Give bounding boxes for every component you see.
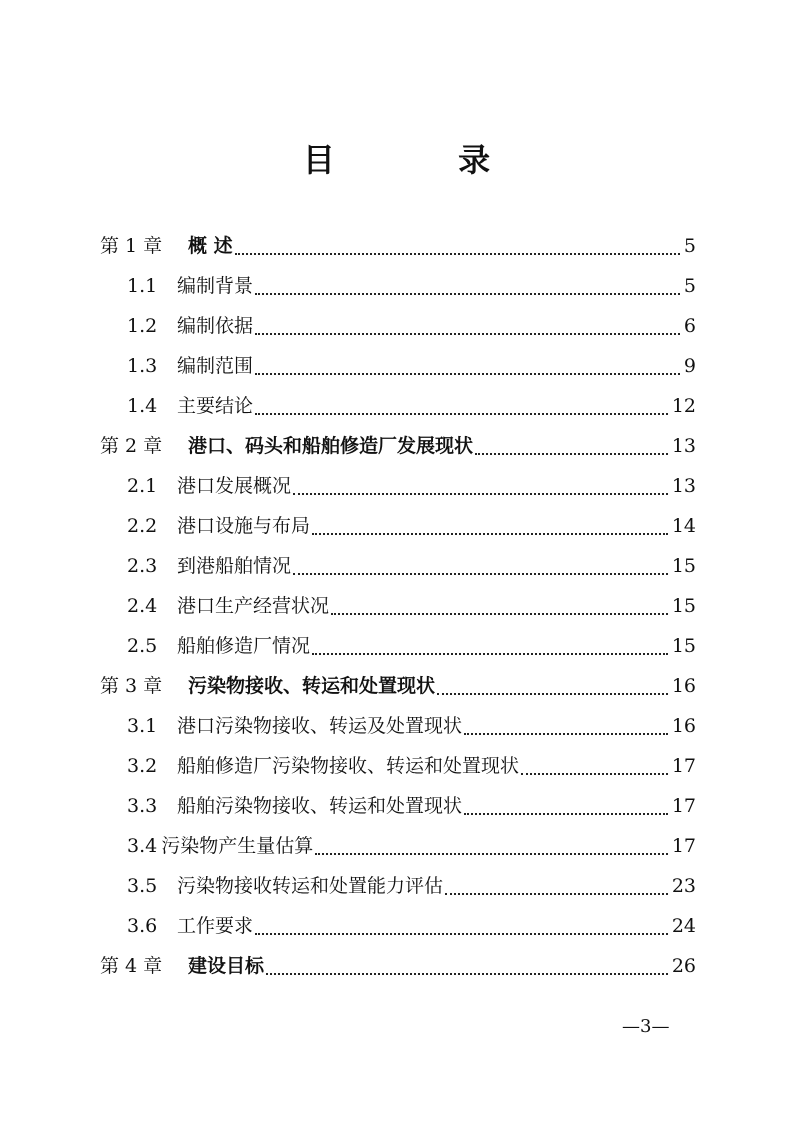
toc-entry-title: 船舶修造厂情况	[177, 635, 311, 657]
toc-entry-title: 船舶修造厂污染物接收、转运和处置现状	[177, 755, 520, 777]
toc-section-row[interactable]	[100, 906, 696, 946]
table-of-contents	[100, 226, 696, 986]
toc-entry-page: 9	[683, 355, 696, 377]
toc-entry-title: 到港船舶情况	[177, 555, 292, 577]
dot-leader	[312, 653, 668, 655]
toc-entry-number: 3.5	[127, 875, 158, 897]
toc-entry-page: 15	[671, 555, 696, 577]
toc-entry-title: 港口生产经营状况	[177, 595, 330, 617]
toc-entry-page: 5	[683, 275, 696, 297]
toc-entry-number: 1.2	[127, 315, 158, 337]
toc-entry-number: 3.3	[127, 795, 158, 817]
dot-leader	[255, 413, 668, 415]
toc-section-row[interactable]	[100, 866, 696, 906]
toc-entry-title: 编制背景	[177, 275, 254, 297]
toc-entry-title: 港口发展概况	[177, 475, 292, 497]
dot-leader	[521, 773, 668, 775]
dot-leader	[235, 253, 680, 255]
toc-entry-number: 第 4 章	[100, 955, 163, 977]
toc-entry-title: 港口、码头和船舶修造厂发展现状	[188, 435, 474, 457]
dot-leader	[255, 293, 680, 295]
toc-section-row[interactable]	[100, 786, 696, 826]
toc-entry-number: 1.4	[127, 395, 158, 417]
page-number: —3—	[622, 1016, 670, 1037]
toc-chapter-row[interactable]	[100, 226, 696, 266]
toc-entry-page: 17	[671, 835, 696, 857]
dot-leader	[445, 893, 668, 895]
toc-entry-page: 14	[671, 515, 696, 537]
toc-entry-title: 工作要求	[177, 915, 254, 937]
toc-entry-number: 3.6	[127, 915, 158, 937]
toc-entry-title: 编制范围	[177, 355, 254, 377]
toc-section-row[interactable]	[100, 386, 696, 426]
toc-entry-page: 6	[683, 315, 696, 337]
toc-section-row[interactable]	[100, 826, 696, 866]
toc-entry-number: 2.3	[127, 555, 158, 577]
toc-section-row[interactable]	[100, 706, 696, 746]
toc-entry-number: 2.1	[127, 475, 158, 497]
toc-section-row[interactable]	[100, 346, 696, 386]
dot-leader	[293, 493, 668, 495]
toc-chapter-row[interactable]	[100, 426, 696, 466]
toc-entry-title: 船舶污染物接收、转运和处置现状	[177, 795, 463, 817]
toc-section-row[interactable]	[100, 746, 696, 786]
toc-entry-page: 17	[671, 755, 696, 777]
toc-entry-title: 港口污染物接收、转运及处置现状	[177, 715, 463, 737]
toc-section-row[interactable]	[100, 466, 696, 506]
toc-entry-number: 2.5	[127, 635, 158, 657]
toc-entry-page: 5	[683, 235, 696, 257]
toc-section-row[interactable]	[100, 626, 696, 666]
toc-entry-page: 15	[671, 635, 696, 657]
toc-entry-page: 12	[671, 395, 696, 417]
toc-entry-number: 1.1	[127, 275, 158, 297]
toc-entry-page: 13	[671, 435, 696, 457]
toc-entry-title: 主要结论	[177, 395, 254, 417]
dot-leader	[255, 373, 680, 375]
dot-leader	[266, 973, 668, 975]
toc-entry-number: 第 1 章	[100, 235, 163, 257]
toc-entry-page: 15	[671, 595, 696, 617]
toc-entry-title: 污染物接收、转运和处置现状	[188, 675, 436, 697]
toc-chapter-row[interactable]	[100, 666, 696, 706]
toc-entry-number: 2.2	[127, 515, 158, 537]
toc-section-row[interactable]	[100, 546, 696, 586]
toc-section-row[interactable]	[100, 586, 696, 626]
toc-entry-page: 17	[671, 795, 696, 817]
toc-entry-title: 污染物接收转运和处置能力评估	[177, 875, 444, 897]
toc-entry-page: 13	[671, 475, 696, 497]
dot-leader	[331, 613, 668, 615]
toc-entry-number: 3.2	[127, 755, 158, 777]
toc-entry-title: 概 述	[188, 235, 233, 257]
toc-entry-number: 第 3 章	[100, 675, 163, 697]
toc-entry-title: 建设目标	[188, 955, 265, 977]
dot-leader	[464, 733, 668, 735]
toc-section-row[interactable]	[100, 506, 696, 546]
dot-leader	[312, 533, 668, 535]
toc-section-row[interactable]	[100, 306, 696, 346]
toc-entry-page: 16	[671, 715, 696, 737]
dot-leader	[464, 813, 668, 815]
toc-entry-title: 港口设施与布局	[177, 515, 311, 537]
toc-entry-number: 3.4	[127, 835, 158, 857]
toc-entry-title: 污染物产生量估算	[161, 835, 314, 857]
dot-leader	[293, 573, 668, 575]
toc-entry-page: 26	[671, 955, 696, 977]
toc-entry-number: 3.1	[127, 715, 158, 737]
toc-entry-page: 16	[671, 675, 696, 697]
toc-entry-number: 第 2 章	[100, 435, 163, 457]
toc-entry-page: 23	[671, 875, 696, 897]
toc-entry-page: 24	[671, 915, 696, 937]
dot-leader	[255, 333, 680, 335]
toc-entry-title: 编制依据	[177, 315, 254, 337]
toc-section-row[interactable]	[100, 266, 696, 306]
toc-entry-number: 2.4	[127, 595, 158, 617]
dot-leader	[475, 453, 668, 455]
dot-leader	[315, 853, 668, 855]
toc-entry-number: 1.3	[127, 355, 158, 377]
dot-leader	[255, 933, 668, 935]
page-title: 目 录	[302, 141, 547, 179]
toc-chapter-row[interactable]	[100, 946, 696, 986]
dot-leader	[437, 693, 668, 695]
